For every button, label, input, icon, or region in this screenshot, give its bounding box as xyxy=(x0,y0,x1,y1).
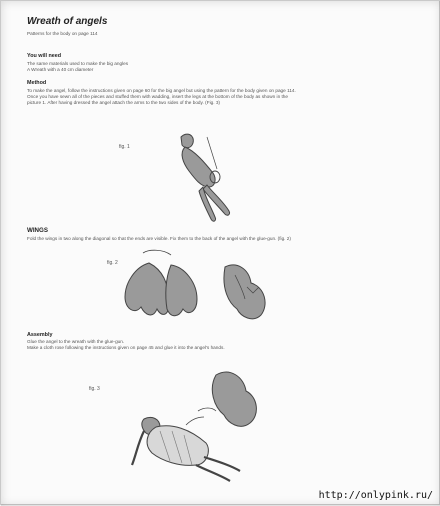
fig2-label: fig. 2 xyxy=(107,260,118,266)
page-subtitle: Patterns for the body on page 114 xyxy=(27,31,98,36)
method-line: Once you have sewn all of the pieces and stuffed them with wadding, insert the legs at the bottom of the body as shown in the xyxy=(27,94,289,99)
wings-text: Fold the wings in two along the diagonal so that the ends are visible. Fix them to the back of the angel with the glue-gun. (fig. 2) xyxy=(27,236,291,241)
page-title: Wreath of angels xyxy=(27,16,108,27)
fig3-label: fig. 3 xyxy=(89,386,100,392)
fig3-assembled-angel-illustration xyxy=(126,361,286,491)
you-will-need-heading: You will need xyxy=(27,53,62,59)
method-heading: Method xyxy=(27,80,47,86)
watermark-url: http://onlypink.ru/ xyxy=(318,490,433,501)
method-line: picture 1. After having dressed the angel attach the arms to the two sides of the body. (Fig. 3) xyxy=(27,100,220,105)
fig1-label: fig. 1 xyxy=(119,144,130,150)
assembly-line: Make a cloth rose following the instructions given on page 45 and glue it into the angel's hands. xyxy=(27,345,225,350)
method-line: To make the angel, follow the instructions given on page 60 for the big angel but using the pattern for the body given on page 114. xyxy=(27,88,296,93)
fig1-body-illustration xyxy=(151,129,261,229)
need-line: A Wreath with a 40 cm diameter xyxy=(27,67,94,72)
wings-heading: WINGS xyxy=(27,227,48,234)
need-line: The same materials used to make the big angles xyxy=(27,61,129,66)
assembly-heading: Assembly xyxy=(27,332,53,338)
fig2-wings-illustration xyxy=(119,253,289,333)
assembly-line: Glue the angel to the wreath with the glue-gun. xyxy=(27,339,125,344)
